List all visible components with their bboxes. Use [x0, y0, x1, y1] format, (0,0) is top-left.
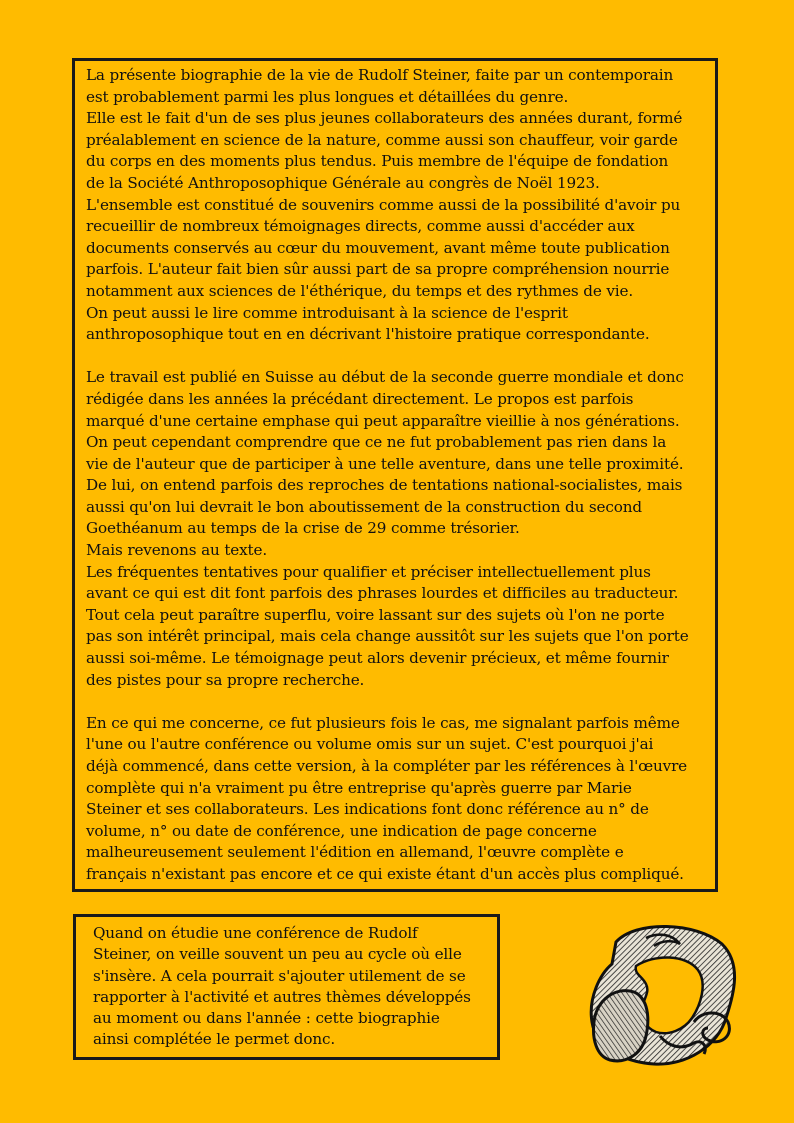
paragraph-intro: La présente biographie de la vie de Rudolf Steiner, faite par un contemporain est probablement parmi les plus longues et détaillées du genre. Elle est le fait d'un de ses plus jeunes collaborateurs des années durant, formé préalablement en science de la nature, comme aussi son chauffeur, voir garde du corps en des moments plus tendus. Puis membre de l'équipe de fondation de la Société Anthroposophique Générale au congrès de Noël 1923. L'ensemble est constitué de souvenirs comme aussi de la possibilité d'avoir pu recueillir de nombreux témoignages directs, comme aussi d'accéder aux documents conservés au cœur du mouvement, avant même toute publication parfois. L'auteur fait bien sûr aussi part de sa propre compréhension nourrie notamment aux sciences de l'éthérique, du temps et des rythmes de vie. On peut aussi le lire comme introduisant à la science de l'esprit anthroposophique tout en en décrivant l'histoire pratique correspondante.	[86, 66, 683, 344]
emblem-illustration	[576, 914, 742, 1074]
main-text-box	[72, 58, 718, 892]
side-note-text: Quand on étudie une conférence de Rudolf Steiner, on veille souvent un peu au cycle où elle s'insère. A cela pourrait s'ajouter utilement de se rapporter à l'activité et autres thèmes développés au moment ou dans l'année : cette biographie ainsi complétée le permet donc.	[93, 924, 471, 1049]
side-note-box	[73, 914, 500, 1060]
paragraph-gap	[86, 691, 705, 713]
paragraph-references: En ce qui me concerne, ce fut plusieurs fois le cas, me signalant parfois même l'une ou l'autre conférence ou volume omis sur un sujet. C'est pourquoi j'ai déjà commencé, dans cette version, à la compléter par les références à l'œuvre complète qui n'a vraiment pu être entreprise qu'après guerre par Marie Steiner et ses collaborateurs. Les indications font donc référence au n° de volume, n° ou date de conférence, une indication de page concerne malheureusement seulement l'édition en allemand, l'œuvre complète e français n'existant pas encore et ce qui existe étant d'un accès plus compliqué.	[86, 713, 688, 883]
paragraph-gap	[86, 346, 705, 368]
paragraph-context: Le travail est publié en Suisse au début de la seconde guerre mondiale et donc rédigée dans les années la précédant directement. Le propos est parfois marqué d'une certaine emphase qui peut apparaître vieillie à nos générations. On peut cependant comprendre que ce ne fut probablement pas rien dans la vie de l'auteur que de participer à une telle aventure, dans une telle proximité. De lui, on entend parfois des reproches de tentations national-socialistes, mais aussi qu'on lui devrait le bon aboutissement de la construction du second Goethéanum au temps de la crise de 29 comme trésorier. Mais revenons au texte. Les fréquentes tentatives pour qualifier et préciser intellectuellement plus avant ce qui est dit font parfois des phrases lourdes et difficiles au traducteur. Tout cela peut paraître superflu, voire lassant sur des sujets où l'on ne porte pas son intérêt principal, mais cela change aussitôt sur les sujets que l'on porte aussi soi-même. Le témoignage peut alors devenir précieux, et même fournir des pistes pour sa propre recherche.	[86, 368, 689, 689]
